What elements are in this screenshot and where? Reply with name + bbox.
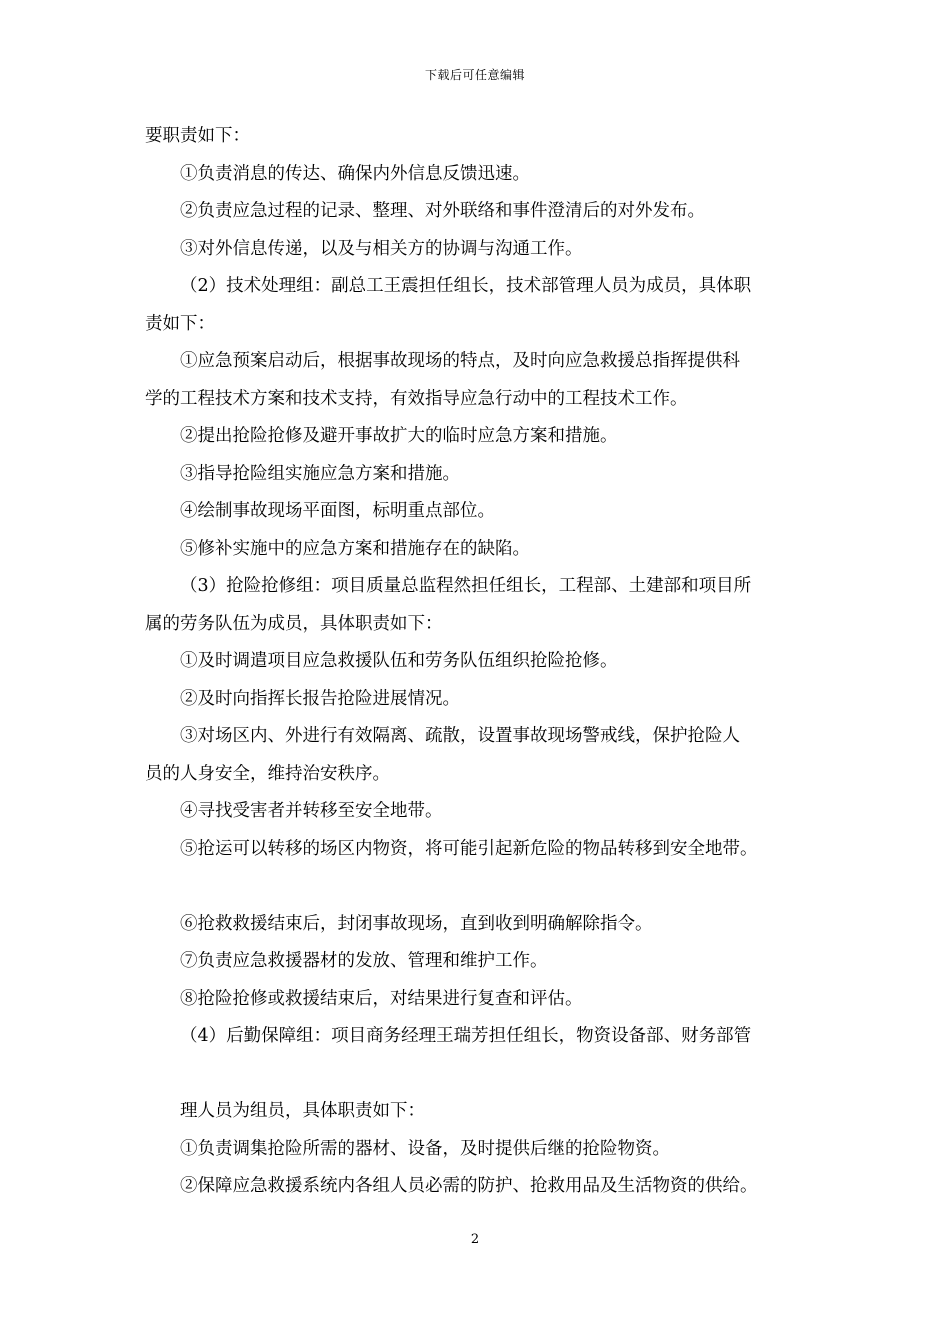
paragraph-line: ②保障应急救援系统内各组人员必需的防护、抢救用品及生活物资的供给。 [180, 1176, 758, 1196]
paragraph-line: ③对场区内、外进行有效隔离、疏散，设置事故现场警戒线，保护抢险人 [180, 726, 740, 746]
paragraph-line: ②负责应急过程的记录、整理、对外联络和事件澄清后的对外发布。 [180, 201, 705, 221]
document-body [145, 118, 825, 1206]
paragraph-line: 学的工程技术方案和技术支持，有效指导应急行动中的工程技术工作。 [145, 388, 688, 409]
paragraph-line: ①及时调遣项目应急救援队伍和劳务队伍组织抢险抢修。 [180, 651, 618, 671]
page-number: 2 [470, 1232, 480, 1247]
paragraph-line: ①负责消息的传达、确保内外信息反馈迅速。 [180, 163, 530, 184]
paragraph-line: ⑤抢运可以转移的场区内物资，将可能引起新危险的物品转移到安全地带。 [180, 838, 758, 859]
paragraph-line: 责如下： [145, 313, 215, 334]
paragraph-line: ③对外信息传递，以及与相关方的协调与沟通工作。 [180, 238, 583, 259]
paragraph-line: ①应急预案启动后，根据事故现场的特点，及时向应急救援总指挥提供科 [180, 351, 740, 371]
paragraph-line: ⑧抢险抢修或救援结束后，对结果进行复查和评估。 [180, 988, 583, 1009]
blank-line [145, 1056, 825, 1094]
paragraph-line: ④寻找受害者并转移至安全地带。 [180, 801, 443, 821]
blank-line [145, 868, 825, 906]
paragraph-line: ④绘制事故现场平面图，标明重点部位。 [180, 501, 495, 521]
paragraph-line: 员的人身安全，维持治安秩序。 [145, 763, 390, 784]
paragraph-line: ①负责调集抢险所需的器材、设备，及时提供后继的抢险物资。 [180, 1138, 670, 1159]
paragraph-line: ②及时向指挥长报告抢险进展情况。 [180, 688, 460, 709]
paragraph-line: （3）抢险抢修组：项目质量总监程然担任组长，工程部、土建部和项目所 [180, 576, 752, 596]
paragraph-line: ⑦负责应急救援器材的发放、管理和维护工作。 [180, 951, 548, 971]
paragraph-line: 理人员为组员，具体职责如下： [180, 1101, 425, 1121]
paragraph-line: ③指导抢险组实施应急方案和措施。 [180, 463, 460, 484]
paragraph-line: （2）技术处理组：副总工王震担任组长，技术部管理人员为成员，具体职 [180, 276, 752, 296]
paragraph-line: ②提出抢险抢修及避开事故扩大的临时应急方案和措施。 [180, 426, 618, 446]
paragraph-line: 要职责如下： [145, 126, 250, 146]
paragraph-line: ⑥抢救救援结束后，封闭事故现场，直到收到明确解除指令。 [180, 913, 653, 934]
page-header: 下载后可任意编辑 [424, 68, 525, 82]
paragraph-line: 属的劳务队伍为成员，具体职责如下： [145, 613, 443, 634]
paragraph-line: ⑤修补实施中的应急方案和措施存在的缺陷。 [180, 538, 530, 559]
paragraph-line: （4）后勤保障组：项目商务经理王瑞芳担任组长，物资设备部、财务部管 [180, 1026, 752, 1046]
